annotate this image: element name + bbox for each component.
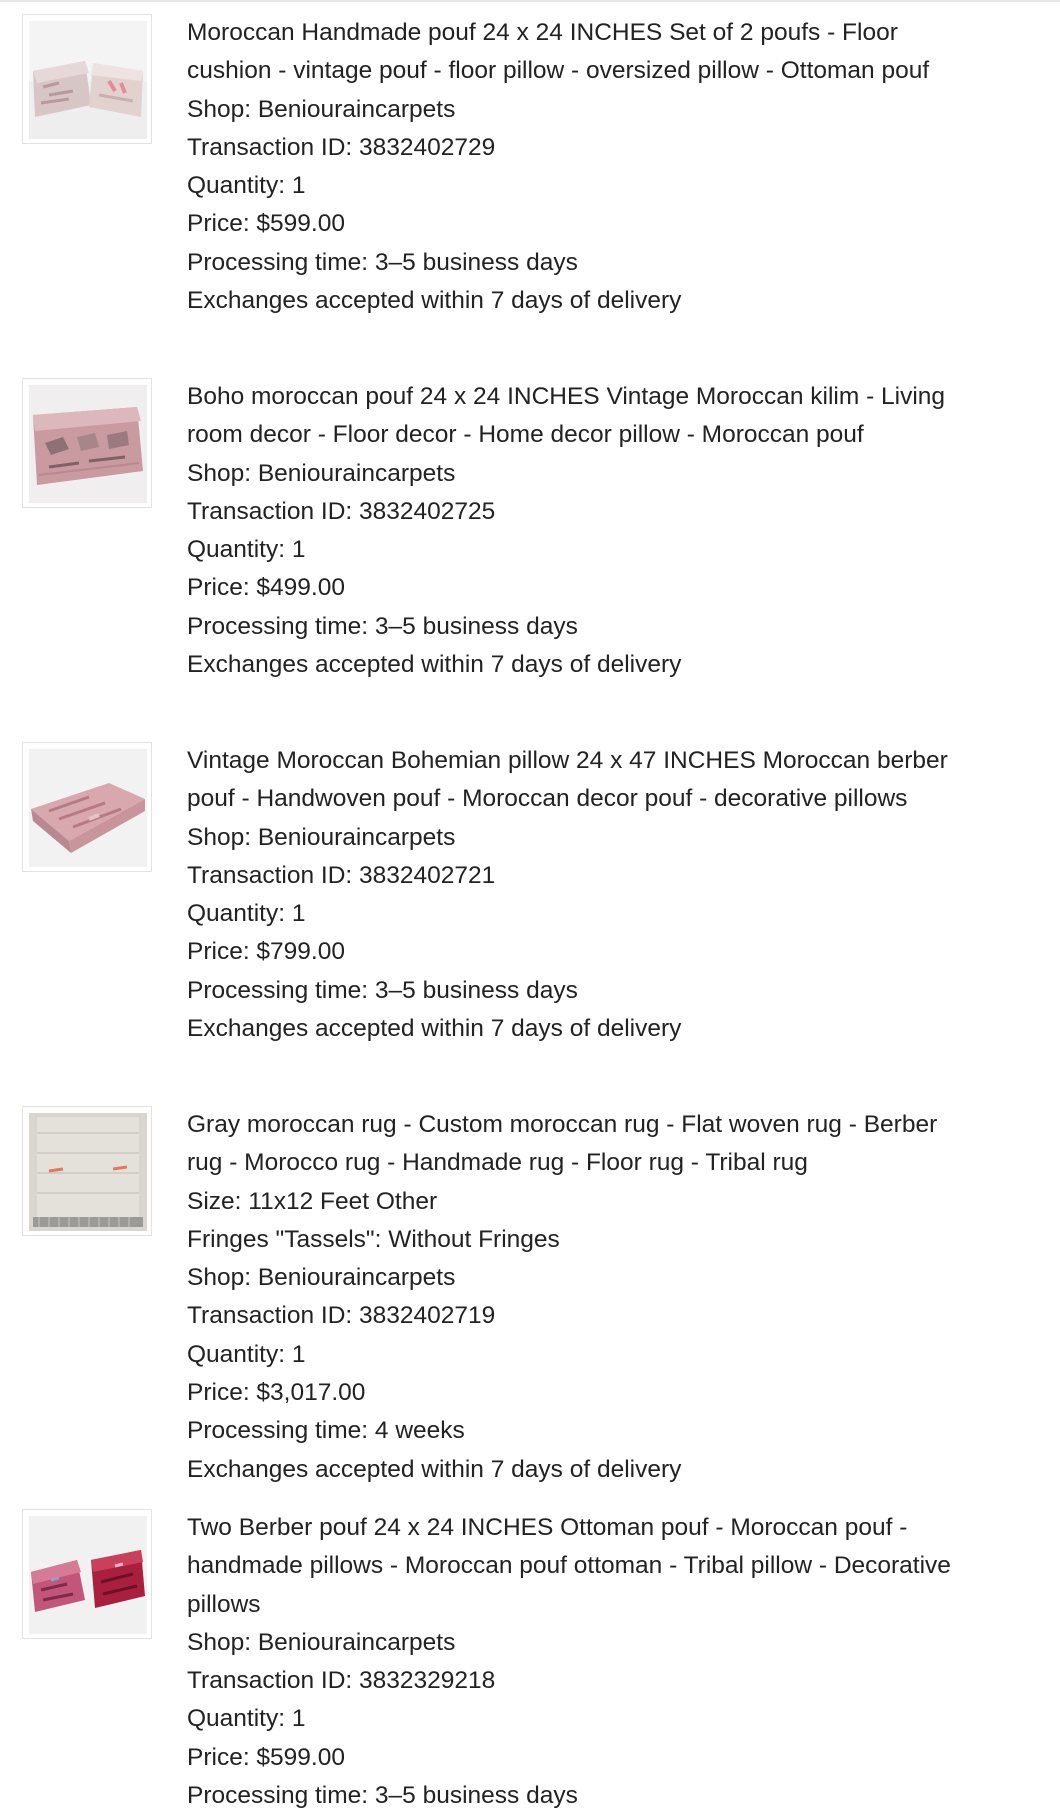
item-price: Price: $499.00 [187,574,345,602]
item-title[interactable]: Two Berber pouf 24 x 24 INCHES Ottoman pouf - Moroccan pouf - handmade pillows - Moroccan pouf ottoman - Tribal pillow - Decorative pillows [187,1514,951,1618]
item-transaction-id: Transaction ID: 3832402729 [187,133,496,161]
item-title[interactable]: Gray moroccan rug - Custom moroccan rug - Flat woven rug - Berber rug - Morocco rug - Handmade rug - Floor rug - Tribal rug [187,1111,938,1177]
item-details [187,14,967,320]
product-thumbnail[interactable] [22,378,152,508]
item-quantity: Quantity: 1 [187,900,306,928]
pouf-pair-image [29,1516,147,1634]
item-exchanges: Exchanges accepted within 7 days of delivery [187,1015,682,1043]
item-processing-time: Processing time: 3–5 business days [187,612,578,640]
top-divider [0,0,1060,2]
item-shop: Shop: Beniouraincarpets [187,459,456,487]
item-quantity: Quantity: 1 [187,1340,306,1368]
item-size: Size: 11x12 Feet Other [187,1187,438,1215]
item-exchanges: Exchanges accepted within 7 days of delivery [187,1455,682,1483]
item-details [187,1509,967,1815]
item-transaction-id: Transaction ID: 3832402719 [187,1302,496,1330]
item-transaction-id: Transaction ID: 3832402725 [187,497,496,525]
item-details [187,742,967,1048]
rug-image [29,1113,147,1231]
item-processing-time: Processing time: 3–5 business days [187,976,578,1004]
item-price: Price: $799.00 [187,938,345,966]
item-details [187,1106,967,1489]
product-thumbnail[interactable] [22,1509,152,1639]
item-price: Price: $599.00 [187,1743,345,1771]
item-quantity: Quantity: 1 [187,172,306,200]
item-exchanges: Exchanges accepted within 7 days of delivery [187,651,682,679]
item-title[interactable]: Moroccan Handmade pouf 24 x 24 INCHES Set of 2 poufs - Floor cushion - vintage pouf - floor pillow - oversized pillow - Ottoman pouf [187,19,930,85]
item-price: Price: $3,017.00 [187,1379,366,1407]
pouf-pair-image [29,21,147,139]
pillow-image [29,749,147,867]
item-shop: Shop: Beniouraincarpets [187,1628,456,1656]
item-processing-time: Processing time: 3–5 business days [187,1782,578,1810]
item-fringes: Fringes "Tassels": Without Fringes [187,1225,560,1253]
item-processing-time: Processing time: 4 weeks [187,1417,465,1445]
product-thumbnail[interactable] [22,742,152,872]
product-thumbnail[interactable] [22,1106,152,1236]
item-shop: Shop: Beniouraincarpets [187,95,456,123]
item-exchanges: Exchanges accepted within 7 days of delivery [187,287,682,315]
item-processing-time: Processing time: 3–5 business days [187,248,578,276]
item-quantity: Quantity: 1 [187,1705,306,1733]
item-transaction-id: Transaction ID: 3832329218 [187,1667,496,1695]
pouf-image [29,385,147,503]
item-transaction-id: Transaction ID: 3832402721 [187,861,496,889]
item-quantity: Quantity: 1 [187,536,306,564]
item-title[interactable]: Boho moroccan pouf 24 x 24 INCHES Vintage Moroccan kilim - Living room decor - Floor decor - Home decor pillow - Moroccan pouf [187,383,946,449]
item-shop: Shop: Beniouraincarpets [187,823,456,851]
item-details [187,378,967,684]
product-thumbnail[interactable] [22,14,152,144]
item-title[interactable]: Vintage Moroccan Bohemian pillow 24 x 47 INCHES Moroccan berber pouf - Handwoven pouf - Moroccan decor pouf - decorative pillows [187,747,948,813]
item-shop: Shop: Beniouraincarpets [187,1264,456,1292]
item-price: Price: $599.00 [187,210,345,238]
